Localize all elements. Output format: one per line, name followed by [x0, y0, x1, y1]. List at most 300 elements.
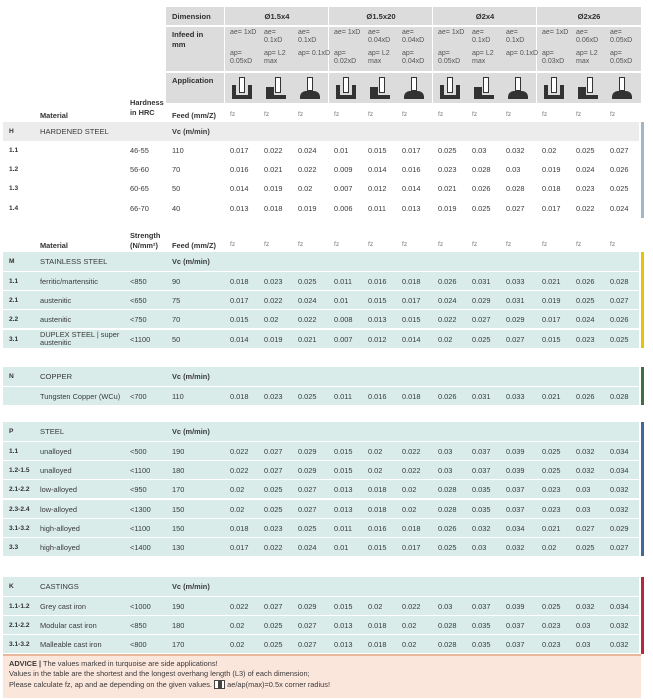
row-vc: 190: [172, 447, 185, 456]
fz-value: 0.025: [438, 543, 457, 552]
row-property: <1100: [130, 334, 151, 344]
fz-value: 0.006: [334, 203, 353, 213]
row-property: <1300: [130, 504, 151, 514]
fz-value: 0.025: [438, 146, 457, 155]
fz-value: 0.018: [542, 184, 561, 194]
fz-value: 0.03: [438, 447, 453, 456]
fz-value: 0.022: [576, 203, 595, 213]
fz-value: 0.026: [610, 315, 629, 325]
fz-value: 0.037: [506, 504, 525, 514]
row-code: 2.1: [9, 297, 19, 305]
group-code: K: [9, 583, 14, 590]
fz-value: 0.029: [298, 466, 317, 476]
group-name: COPPER: [40, 372, 73, 381]
fz-value: 0.011: [334, 277, 352, 286]
infeed-ae: ae= 0.1xD: [298, 29, 317, 44]
fz-value: 0.019: [542, 165, 561, 175]
fz-value: 0.017: [542, 315, 561, 325]
fz-value: 0.017: [402, 146, 421, 155]
row-property: <850: [130, 621, 147, 631]
fz-value: 0.022: [298, 165, 317, 175]
row-vc: 170: [172, 485, 185, 495]
fz-value: 0.01: [334, 543, 349, 552]
fz-label: fz: [402, 241, 408, 248]
fz-value: 0.02: [542, 146, 557, 155]
feed-col-label-2: Feed (mm/Z): [172, 241, 216, 250]
fz-value: 0.034: [610, 602, 629, 611]
fz-value: 0.02: [402, 640, 417, 650]
row-property: <1100: [130, 523, 151, 533]
row-code: 1.4: [9, 204, 19, 212]
fz-value: 0.016: [230, 165, 249, 175]
row-code: 1.1: [9, 278, 19, 285]
row-property: 56-60: [130, 165, 149, 175]
fz-value: 0.025: [264, 640, 283, 650]
fz-value: 0.013: [230, 203, 249, 213]
row-code: 3.1-3.2: [9, 641, 30, 649]
fz-value: 0.029: [610, 523, 629, 533]
dimension-label: Dimension: [172, 12, 211, 21]
fz-value: 0.013: [368, 315, 387, 325]
fz-value: 0.032: [576, 466, 595, 476]
row-property: <800: [130, 640, 147, 650]
fz-value: 0.02: [230, 485, 245, 495]
fz-value: 0.023: [542, 485, 561, 495]
group-name: STAINLESS STEEL: [40, 257, 108, 266]
group-color-bar: [641, 252, 644, 348]
fz-label: fz: [438, 111, 444, 118]
row-vc: 90: [172, 277, 181, 286]
row-vc: 190: [172, 602, 185, 611]
group-name: STEEL: [40, 427, 65, 436]
slot-milling-icon: [232, 77, 252, 99]
fz-label: fz: [264, 111, 270, 118]
fz-value: 0.018: [264, 203, 283, 213]
row-code: 2.3-2.4: [9, 505, 30, 513]
row-material: Malleable cast iron: [40, 640, 102, 650]
fz-value: 0.009: [334, 165, 353, 175]
row-code: 1.1: [9, 448, 19, 455]
fz-value: 0.035: [472, 621, 491, 631]
row-property: <950: [130, 485, 147, 495]
group-color-bar: [641, 577, 644, 654]
fz-value: 0.007: [334, 184, 353, 194]
fz-value: 0.022: [230, 466, 249, 476]
table-row: [3, 386, 639, 405]
fz-value: 0.037: [506, 621, 525, 631]
vc-label: Vc (m/min): [172, 127, 210, 136]
fz-value: 0.027: [472, 315, 491, 325]
row-material: DUPLEX STEEL | super austenitic: [40, 329, 120, 348]
fz-value: 0.018: [230, 392, 249, 401]
fz-value: 0.021: [542, 523, 561, 533]
row-code: 3.1-3.2: [9, 524, 30, 532]
fz-value: 0.015: [334, 466, 353, 476]
infeed-ae: ae= 1xD: [542, 29, 569, 36]
face-milling-icon: [300, 77, 320, 99]
fz-value: 0.03: [576, 485, 591, 495]
slot-milling-icon: [336, 77, 356, 99]
table-row: [3, 290, 639, 309]
row-code: 2.2: [9, 316, 19, 324]
fz-label: fz: [368, 241, 374, 248]
fz-value: 0.034: [506, 523, 525, 533]
table-row: [3, 537, 639, 556]
group-header-row: [3, 422, 639, 441]
fz-value: 0.027: [264, 447, 283, 456]
fz-value: 0.022: [230, 447, 249, 456]
fz-label: fz: [542, 241, 548, 248]
fz-value: 0.033: [506, 277, 525, 286]
vc-label: Vc (m/min): [172, 582, 210, 591]
fz-label: fz: [402, 111, 408, 118]
fz-value: 0.019: [438, 203, 457, 213]
row-material: Tungsten Copper (WCu): [40, 392, 121, 401]
fz-value: 0.035: [472, 640, 491, 650]
fz-value: 0.016: [368, 523, 387, 533]
row-vc: 110: [172, 392, 184, 401]
infeed-ap: ap= L2 max: [472, 50, 494, 65]
fz-value: 0.023: [264, 277, 283, 286]
fz-value: 0.018: [402, 277, 421, 286]
table-row: [3, 479, 639, 498]
fz-label: fz: [610, 241, 616, 248]
table-row: [3, 634, 639, 653]
fz-label: fz: [576, 241, 582, 248]
fz-value: 0.017: [402, 543, 421, 552]
dimension-header: Ø2x4: [475, 12, 495, 21]
fz-value: 0.025: [472, 334, 491, 344]
fz-value: 0.03: [506, 165, 521, 175]
fz-value: 0.012: [368, 334, 387, 344]
fz-value: 0.029: [472, 296, 491, 306]
fz-value: 0.027: [576, 523, 595, 533]
fz-value: 0.019: [264, 334, 283, 344]
slot-milling-icon: [544, 77, 564, 99]
table-row: [3, 499, 639, 518]
fz-label: fz: [230, 111, 236, 118]
fz-value: 0.028: [438, 504, 457, 514]
fz-value: 0.035: [472, 485, 491, 495]
fz-value: 0.025: [576, 146, 595, 155]
fz-value: 0.018: [230, 523, 249, 533]
fz-value: 0.022: [402, 602, 421, 611]
fz-value: 0.01: [334, 146, 349, 155]
fz-value: 0.011: [334, 392, 352, 401]
fz-value: 0.013: [334, 504, 353, 514]
fz-value: 0.028: [610, 277, 629, 286]
fz-label: fz: [472, 111, 478, 118]
row-code: 3.3: [9, 544, 19, 551]
fz-value: 0.016: [368, 392, 387, 401]
fz-value: 0.032: [610, 640, 629, 650]
fz-value: 0.018: [402, 392, 421, 401]
group-color-bar: [641, 122, 644, 218]
face-milling-icon: [612, 77, 632, 99]
fz-value: 0.023: [542, 621, 561, 631]
vc-label: Vc (m/min): [172, 427, 210, 436]
fz-value: 0.025: [264, 621, 283, 631]
row-property: 46-55: [130, 146, 149, 155]
fz-value: 0.027: [506, 203, 525, 213]
fz-value: 0.01: [334, 296, 349, 306]
infeed-label: Infeed in mm: [172, 30, 204, 49]
side-milling-icon: [370, 77, 390, 99]
infeed-ae: ae= 0.1xD: [472, 29, 491, 44]
fz-value: 0.022: [402, 447, 421, 456]
face-milling-icon: [508, 77, 528, 99]
fz-value: 0.029: [298, 602, 317, 611]
advice-formula: ae/ap(max)=0.5x corner radius!: [227, 679, 331, 689]
row-material: austenitic: [40, 296, 72, 306]
row-vc: 180: [172, 466, 185, 476]
fz-value: 0.022: [230, 602, 249, 611]
fz-value: 0.031: [472, 392, 491, 401]
row-vc: 170: [172, 640, 185, 650]
table-row: [3, 615, 639, 634]
fz-value: 0.025: [542, 602, 561, 611]
fz-value: 0.03: [472, 146, 487, 155]
table-row: [3, 199, 639, 218]
fz-value: 0.027: [264, 602, 283, 611]
fz-value: 0.03: [438, 466, 453, 476]
dimension-divider: [224, 7, 225, 103]
fz-value: 0.03: [576, 504, 591, 514]
fz-value: 0.016: [368, 277, 387, 286]
fz-value: 0.017: [542, 203, 561, 213]
row-material: low-alloyed: [40, 485, 77, 495]
row-material: austenitic: [40, 315, 72, 325]
side-milling-icon: [474, 77, 494, 99]
row-vc: 40: [172, 203, 181, 213]
row-vc: 75: [172, 296, 181, 306]
row-material: low-alloyed: [40, 504, 77, 514]
fz-value: 0.024: [576, 165, 595, 175]
fz-value: 0.017: [230, 146, 249, 155]
fz-value: 0.039: [506, 602, 525, 611]
fz-value: 0.026: [576, 277, 595, 286]
fz-value: 0.02: [402, 485, 417, 495]
infeed-ae: ae= 0.05xD: [610, 29, 633, 44]
infeed-ae: ae= 1xD: [334, 29, 361, 36]
fz-value: 0.011: [334, 523, 352, 533]
fz-value: 0.007: [334, 334, 353, 344]
fz-value: 0.028: [438, 485, 457, 495]
infeed-ae: ae= 0.1xD: [264, 29, 283, 44]
fz-value: 0.025: [298, 277, 317, 286]
fz-value: 0.015: [402, 315, 421, 325]
fz-label: fz: [334, 241, 340, 248]
fz-value: 0.031: [506, 296, 525, 306]
row-material: unalloyed: [40, 466, 72, 476]
fz-value: 0.02: [368, 466, 383, 476]
fz-value: 0.018: [368, 504, 387, 514]
fz-value: 0.027: [298, 621, 317, 631]
table-row: [3, 518, 639, 537]
fz-value: 0.024: [298, 543, 317, 552]
infeed-ae: ae= 1xD: [438, 29, 465, 36]
fz-value: 0.032: [576, 447, 595, 456]
fz-value: 0.025: [610, 184, 629, 194]
corner-radius-icon: [214, 680, 225, 689]
fz-value: 0.018: [402, 523, 421, 533]
fz-value: 0.017: [230, 296, 249, 306]
fz-value: 0.023: [264, 523, 283, 533]
fz-value: 0.023: [438, 165, 457, 175]
fz-value: 0.02: [298, 184, 313, 194]
fz-value: 0.035: [472, 504, 491, 514]
fz-value: 0.028: [472, 165, 491, 175]
advice-line3: Please calculate fz, ap and ae depending on the given values.: [9, 679, 212, 689]
fz-value: 0.032: [506, 146, 525, 155]
group-code: H: [9, 128, 14, 135]
infeed-ap: ap= L2 max: [576, 50, 598, 65]
fz-value: 0.039: [506, 447, 525, 456]
fz-value: 0.032: [610, 621, 629, 631]
side-milling-icon: [266, 77, 286, 99]
fz-value: 0.019: [542, 296, 561, 306]
row-property: <1100: [130, 466, 151, 476]
row-code: 1.1: [9, 147, 19, 154]
fz-value: 0.02: [402, 504, 417, 514]
fz-value: 0.025: [472, 203, 491, 213]
fz-value: 0.015: [334, 602, 353, 611]
fz-value: 0.022: [298, 315, 317, 325]
row-vc: 150: [172, 523, 185, 533]
row-material: Modular cast iron: [40, 621, 97, 631]
row-property: <1000: [130, 602, 151, 611]
fz-label: fz: [298, 241, 304, 248]
row-vc: 50: [172, 334, 181, 344]
fz-value: 0.027: [298, 485, 317, 495]
fz-value: 0.039: [506, 466, 525, 476]
fz-value: 0.034: [610, 447, 629, 456]
fz-value: 0.015: [230, 315, 249, 325]
fz-value: 0.027: [506, 334, 525, 344]
fz-value: 0.021: [264, 165, 283, 175]
group-header-row: [3, 252, 639, 271]
fz-value: 0.014: [368, 165, 387, 175]
infeed-ae: ae= 1xD: [230, 29, 257, 36]
fz-value: 0.027: [610, 296, 629, 306]
fz-value: 0.03: [576, 621, 591, 631]
fz-label: fz: [438, 241, 444, 248]
fz-value: 0.026: [610, 165, 629, 175]
fz-label: fz: [298, 111, 304, 118]
fz-value: 0.015: [368, 146, 387, 155]
row-property: 60-65: [130, 184, 149, 194]
fz-value: 0.021: [298, 334, 317, 344]
row-material: ferritic/martensitic: [40, 277, 98, 286]
row-code: 2.1-2.2: [9, 622, 30, 630]
fz-value: 0.022: [438, 315, 457, 325]
advice-box: [3, 654, 641, 698]
fz-value: 0.02: [230, 640, 245, 650]
fz-value: 0.02: [230, 504, 245, 514]
fz-value: 0.027: [610, 543, 629, 552]
fz-value: 0.017: [230, 543, 249, 552]
fz-value: 0.02: [368, 602, 383, 611]
fz-value: 0.014: [402, 184, 421, 194]
fz-value: 0.023: [542, 504, 561, 514]
fz-value: 0.02: [230, 621, 245, 631]
infeed-ae: ae= 0.04xD: [368, 29, 391, 44]
fz-value: 0.022: [402, 466, 421, 476]
fz-value: 0.022: [264, 146, 283, 155]
fz-value: 0.015: [542, 334, 561, 344]
row-vc: 110: [172, 146, 184, 155]
row-material: unalloyed: [40, 447, 72, 456]
fz-value: 0.02: [402, 621, 417, 631]
fz-value: 0.021: [542, 277, 561, 286]
fz-value: 0.026: [438, 277, 457, 286]
infeed-ap: ap= 0.1xD: [298, 50, 331, 57]
advice-line1: The values marked in turquoise are side applications!: [42, 659, 218, 668]
fz-value: 0.016: [402, 165, 421, 175]
group-code: N: [9, 373, 14, 380]
fz-value: 0.011: [368, 203, 386, 213]
fz-value: 0.019: [264, 184, 283, 194]
dimension-header: Ø1.5x4: [264, 12, 290, 21]
group-code: P: [9, 428, 14, 435]
table-row: [3, 160, 639, 179]
row-code: 1.2-1.5: [9, 467, 30, 475]
fz-value: 0.018: [368, 485, 387, 495]
advice-title: ADVICE |: [9, 659, 42, 668]
fz-value: 0.034: [610, 466, 629, 476]
advice-line2: Values in the table are the shortest and the longest overhang length (L3) of each dimension;: [9, 669, 310, 679]
table-row: [3, 441, 639, 460]
row-code: 1.1-1.2: [9, 603, 30, 610]
table-row: [3, 271, 639, 290]
fz-value: 0.026: [576, 392, 595, 401]
fz-value: 0.024: [610, 203, 629, 213]
fz-value: 0.025: [610, 334, 629, 344]
table-row: [3, 460, 639, 479]
row-code: 1.2: [9, 166, 19, 174]
fz-value: 0.024: [576, 315, 595, 325]
fz-value: 0.025: [542, 447, 561, 456]
group-code: M: [9, 258, 15, 265]
fz-value: 0.021: [542, 392, 561, 401]
fz-value: 0.037: [472, 447, 491, 456]
row-vc: 50: [172, 184, 181, 194]
fz-value: 0.024: [298, 296, 317, 306]
fz-value: 0.032: [610, 504, 629, 514]
fz-value: 0.031: [472, 277, 491, 286]
feed-col-label: Feed (mm/Z): [172, 111, 216, 120]
infeed-ap: ap= 0.05xD: [438, 50, 461, 65]
fz-value: 0.033: [506, 392, 525, 401]
fz-label: fz: [610, 111, 616, 118]
infeed-ap: ap= L2 max: [368, 50, 390, 65]
fz-value: 0.025: [264, 504, 283, 514]
group-header-row: [3, 122, 639, 141]
fz-value: 0.03: [438, 602, 453, 611]
fz-value: 0.037: [472, 602, 491, 611]
dimension-header: Ø2x26: [577, 12, 601, 21]
fz-value: 0.024: [298, 146, 317, 155]
row-vc: 70: [172, 165, 181, 175]
table-row: [3, 179, 639, 198]
fz-value: 0.028: [506, 184, 525, 194]
fz-value: 0.026: [472, 184, 491, 194]
fz-value: 0.008: [334, 315, 353, 325]
fz-value: 0.025: [576, 296, 595, 306]
group-header-row: [3, 367, 639, 386]
fz-value: 0.023: [264, 392, 283, 401]
fz-value: 0.019: [298, 203, 317, 213]
